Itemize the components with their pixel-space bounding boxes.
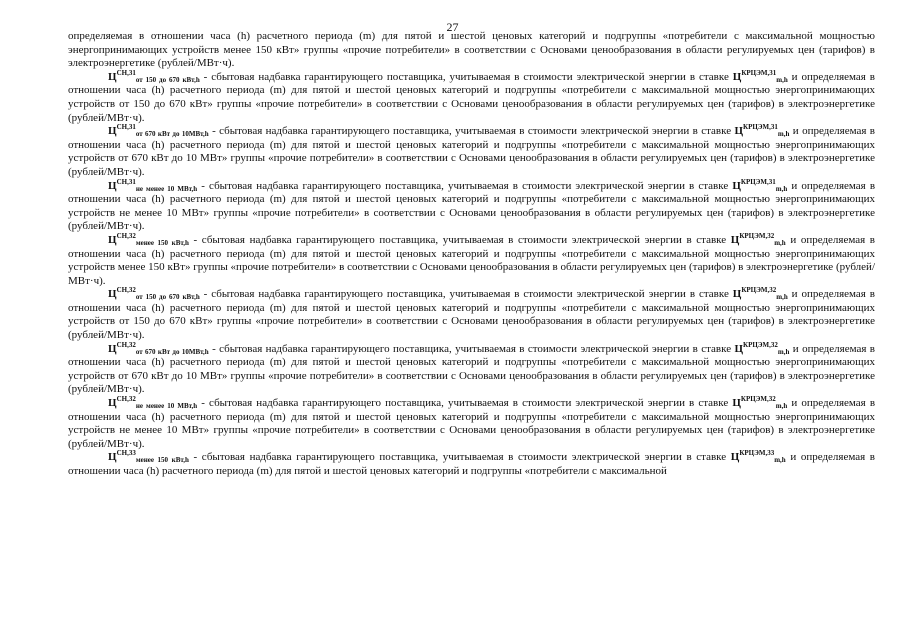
definition-tail: определяемая в отношении часа (h) расчетного периода (m) для пятой и шестой ценовых категорий и подгруппы «потребители с максимальной мощностью энергопринимающих устройств от 150 до 670 кВт» группы «прочие потребители» в соответствии с Основами ценообразования в области регулируемых цен (тарифов) в электроэнергетике (рублей/МВт·ч). (68, 70, 875, 124)
page-number: 27 (446, 20, 459, 34)
definition-text: - сбытовая надбавка гарантирующего поставщика, учитываемая в стоимости электрической энергии в ставке (199, 70, 733, 83)
definition-tail: определяемая в отношении часа (h) расчетного периода (m) для пятой и шестой ценовых категорий и подгруппы «потребители с максимальной (68, 451, 875, 477)
definition-tail: определяемая в отношении часа (h) расчетного периода (m) для пятой и шестой ценовых категорий и подгруппы «потребители с максимальной мощностью энергопринимающих устройств от 670 кВт до 10 МВт» группы «прочие потребители» в соответствии с Основами ценообразования в области регулируемых цен (тарифов) в электроэнергетике (рублей/МВт·ч). (68, 342, 875, 396)
conjunction: и (789, 342, 803, 355)
definition-text: - сбытовая надбавка гарантирующего поставщика, учитываемая в стоимости электрической энергии в ставке (208, 125, 735, 138)
conjunction: и (787, 70, 802, 83)
definition-tail: определяемая в отношении часа (h) расчетного периода (m) для пятой и шестой ценовых категорий и подгруппы «потребители с максимальной мощностью энергопринимающих устройств менее 150 кВт» группы «прочие потребители» в соответствии с Основами ценообразования в области регулируемых цен (тарифов) в электроэнергетике (рублей/МВт·ч). (68, 233, 875, 287)
definition-paragraph-3 (68, 177, 876, 234)
conjunction: и (789, 125, 803, 138)
rate-symbol: $Ц^{КРЦЭМ,31}_{m,h}$ (732, 68, 788, 84)
intro-paragraph: определяемая в отношении часа (h) расчетного периода (m) для пятой и шестой ценовых категорий и подгруппы «потребители с максимальной мощностью энергопринимающих устройств менее 150 кВт» группы «прочие потребители» в соответствии с Основами ценообразования в области регулируемых цен (тарифов) в электроэнергетике (рублей/МВт·ч). (68, 30, 875, 70)
definition-tail: определяемая в отношении часа (h) расчетного периода (m) для пятой и шестой ценовых категорий и подгруппы «потребители с максимальной мощностью энергопринимающих устройств не менее 10 МВт» группы «прочие потребители» в соответствии с Основами ценообразования в области регулируемых цен (тарифов) в электроэнергетике (рублей/МВт·ч). (68, 397, 876, 450)
definition-paragraph-1 (68, 68, 875, 125)
conjunction: и (785, 451, 801, 464)
document-body (68, 30, 875, 479)
rate-symbol: $Ц^{КРЦЭМ,32}_{m,h}$ (734, 340, 790, 356)
variable-symbol: $Ц^{СН,32}_{не менее 10 МВт,h}$ (108, 395, 198, 411)
conjunction: и (787, 288, 802, 301)
variable-symbol: $Ц^{СН,32}_{от 150 до 670 кВт,h}$ (108, 286, 200, 302)
variable-symbol: $Ц^{СН,31}_{от 670 кВт до 10МВт,h}$ (108, 123, 209, 139)
definition-paragraph-2 (68, 125, 875, 179)
variable-symbol: $Ц^{СН,33}_{менее 150 кВт,h}$ (108, 449, 189, 465)
definition-text: - сбытовая надбавка гарантирующего поставщика, учитываемая в стоимости электрической энергии в ставке (197, 179, 733, 192)
definition-text: - сбытовая надбавка гарантирующего поставщика, учитываемая в стоимости электрической энергии в ставке (188, 451, 731, 464)
definition-text: - сбытовая надбавка гарантирующего поставщика, учитываемая в стоимости электрической энергии в ставке (199, 288, 733, 301)
rate-symbol: $Ц^{КРЦЭМ,33}_{m,h}$ (730, 449, 786, 465)
rate-symbol: $Ц^{КРЦЭМ,32}_{m,h}$ (732, 395, 788, 411)
definition-paragraph-4 (68, 231, 875, 288)
definition-paragraph-6 (68, 340, 875, 397)
definition-tail: определяемая в отношении часа (h) расчетного периода (m) для пятой и шестой ценовых категорий и подгруппы «потребители с максимальной мощностью энергопринимающих устройств от 670 кВт до 10 МВт» группы «прочие потребители» в соответствии с Основами ценообразования в области регулируемых цен (тарифов) в электроэнергетике (рублей/МВт·ч). (68, 125, 875, 178)
rate-symbol: $Ц^{КРЦЭМ,31}_{m,h}$ (734, 123, 790, 139)
definition-text: - сбытовая надбавка гарантирующего поставщика, учитываемая в стоимости электрической энергии в ставке (197, 397, 733, 410)
variable-symbol: $Ц^{СН,32}_{от 670 кВт до 10МВт,h}$ (108, 340, 209, 356)
definition-paragraph-5 (68, 288, 875, 342)
conjunction: и (787, 397, 802, 410)
conjunction: и (787, 179, 802, 192)
definition-paragraph-7 (68, 397, 875, 451)
conjunction: и (785, 233, 801, 246)
variable-symbol: $Ц^{СН,32}_{менее 150 кВт,h}$ (108, 231, 189, 247)
variable-symbol: $Ц^{СН,31}_{от 150 до 670 кВт,h}$ (108, 68, 200, 84)
definition-tail: определяемая в отношении часа (h) расчетного периода (m) для пятой и шестой ценовых категорий и подгруппы «потребители с максимальной мощностью энергопринимающих устройств не менее 10 МВт» группы «прочие потребители» в соответствии с Основами ценообразования в области регулируемых цен (тарифов) в электроэнергетике (рублей/МВт·ч). (68, 179, 876, 233)
definitions-list (68, 68, 876, 479)
variable-symbol: $Ц^{СН,31}_{не менее 10 МВт,h}$ (108, 177, 198, 193)
rate-symbol: $Ц^{КРЦЭМ,32}_{m,h}$ (732, 286, 788, 302)
definition-paragraph-8 (68, 451, 875, 478)
definition-tail: определяемая в отношении часа (h) расчетного периода (m) для пятой и шестой ценовых категорий и подгруппы «потребители с максимальной мощностью энергопринимающих устройств от 150 до 670 кВт» группы «прочие потребители» в соответствии с Основами ценообразования в области регулируемых цен (тарифов) в электроэнергетике (рублей/МВт·ч). (68, 288, 875, 342)
definition-text: - сбытовая надбавка гарантирующего поставщика, учитываемая в стоимости электрической энергии в ставке (208, 342, 735, 355)
definition-text: - сбытовая надбавка гарантирующего поставщика, учитываемая в стоимости электрической энергии в ставке (188, 233, 731, 246)
rate-symbol: $Ц^{КРЦЭМ,31}_{m,h}$ (732, 177, 788, 193)
rate-symbol: $Ц^{КРЦЭМ,32}_{m,h}$ (730, 231, 786, 247)
